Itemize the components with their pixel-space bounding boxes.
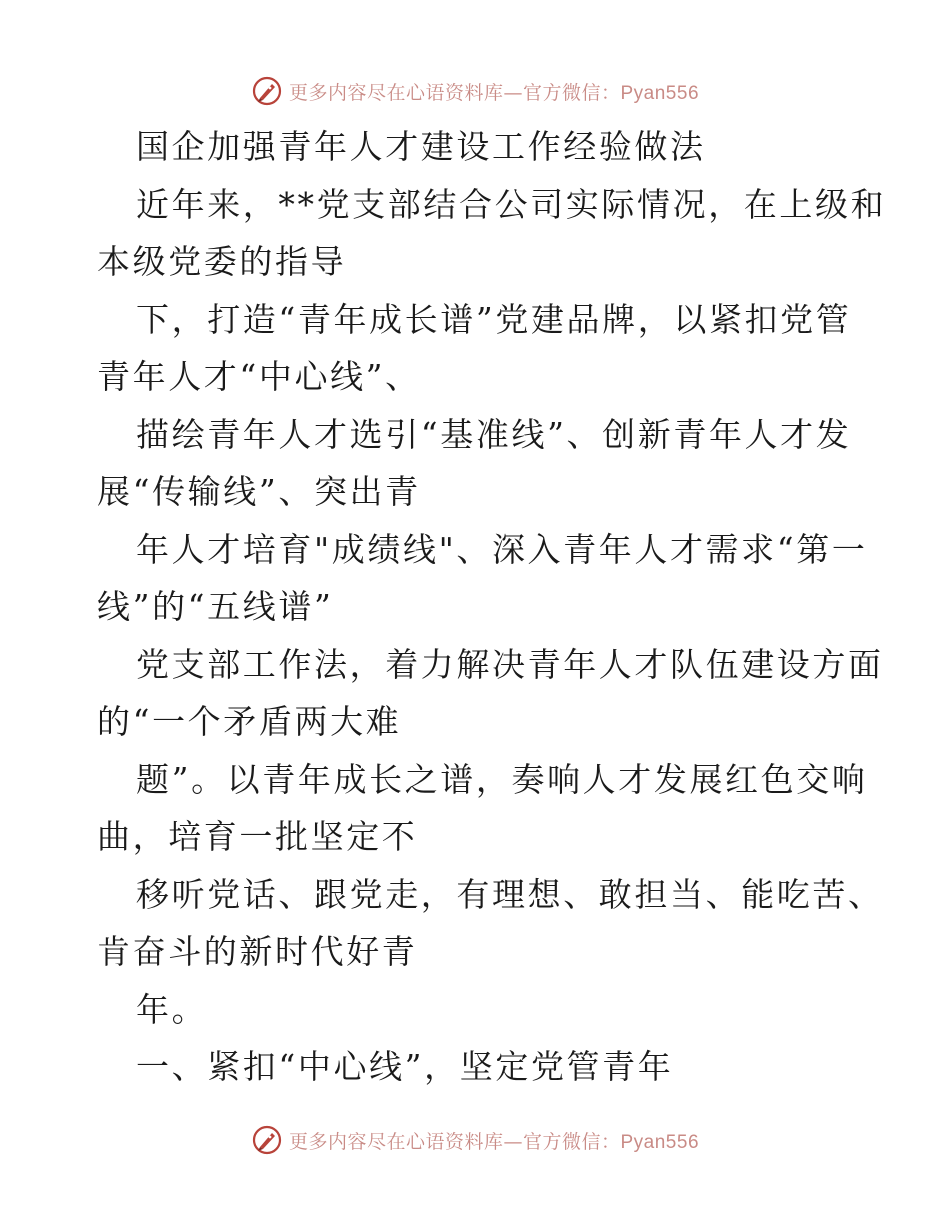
- text-line: 年人才培育"成绩线"、深入青年人才需求“第一: [136, 529, 868, 569]
- text-line: 的“一个矛盾两大难: [97, 702, 402, 741]
- text-line: 国企加强青年人才建设工作经验做法: [136, 127, 706, 166]
- text-line: 曲，培育一批坚定不: [97, 817, 418, 856]
- text-line: 移听党话、跟党走，有理想、敢担当、能吃苦、: [136, 874, 884, 914]
- text-line: 展“传输线”、突出青: [97, 472, 421, 511]
- text-line: 党支部工作法，着力解决青年人才队伍建设方面: [136, 644, 884, 684]
- watermark-text: 更多内容尽在心语资料库—官方微信：Pyan556: [288, 81, 700, 104]
- watermark-text: 更多内容尽在心语资料库—官方微信：Pyan556: [288, 1130, 700, 1153]
- text-line: 年。: [136, 989, 208, 1029]
- text-line: 一、紧扣“中心线”，坚定党管青年: [136, 1047, 674, 1086]
- text-line: 近年来，**党支部结合公司实际情况，在上级和: [136, 184, 887, 224]
- text-line: 线”的“五线谱”: [97, 587, 334, 626]
- text-line: 青年人才“中心线”、: [97, 357, 421, 396]
- watermark-header: [0, 71, 950, 111]
- text-line: 肯奋斗的新时代好青: [97, 932, 418, 971]
- text-line: 题”。以青年成长之谱，奏响人才发展红色交响: [136, 759, 868, 799]
- text-line: 本级党委的指导: [97, 242, 347, 281]
- document-body: [97, 118, 887, 1096]
- text-line: 下，打造“青年成长谱”党建品牌，以紧扣党管: [136, 299, 852, 339]
- text-line: 描绘青年人才选引“基准线”、创新青年人才发: [136, 414, 852, 454]
- watermark-footer: [0, 1120, 950, 1160]
- pen-nib-logo-icon: [251, 1124, 283, 1156]
- pen-nib-logo-icon: [251, 75, 283, 107]
